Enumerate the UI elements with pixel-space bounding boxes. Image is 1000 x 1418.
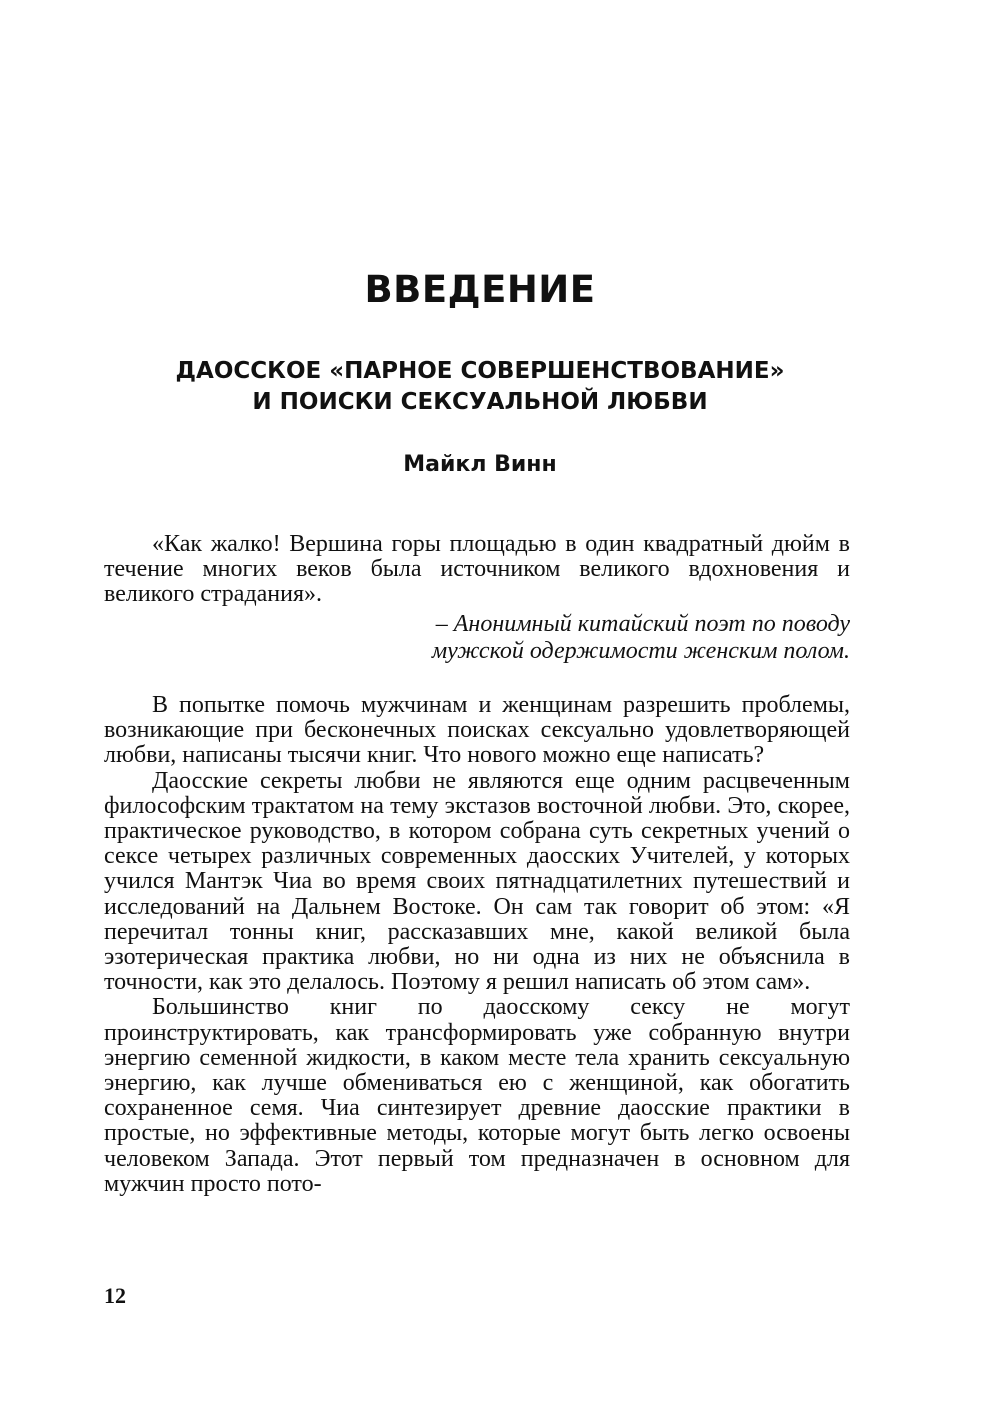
paragraph: В попытке помочь мужчинам и женщинам разрешить проблемы, возникающие при бесконечных поисках сексуально удовлетворяющей любви, написаны тысячи книг. Что нового можно еще написать?: [104, 692, 850, 769]
body-text: [104, 693, 850, 1197]
epigraph-quote: «Как жалко! Вершина горы площадью в один квадратный дюйм в течение многих веков была источником великого вдохновения и великого страдания».: [104, 531, 850, 608]
chapter-subtitle: [0, 356, 960, 418]
epigraph: [104, 532, 850, 608]
subtitle-line-1: ДАОССКОЕ «ПАРНОЕ СОВЕРШЕНСТВОВАНИЕ»: [175, 358, 785, 384]
page-number: 12: [104, 1283, 126, 1308]
paragraph: Большинство книг по даосскому сексу не могут проинструктировать, как трансформировать уже собранную внутри энергию семенной жидкости, в каком месте тела хранить сексуальную энергию, как лучше обмениваться ею с женщиной, как обогатить сохраненное семя. Чиа синтезирует древние даосские практики в простые, но эффективные методы, которые могут быть легко освоены человеком Запада. Этот первый том предназначен в основном для мужчин просто пото-: [104, 994, 850, 1197]
author-name: Майкл Винн: [403, 452, 557, 477]
attribution-line-2: мужской одержимости женским полом.: [431, 638, 850, 664]
attribution-line-1: – Анонимный китайский поэт по поводу: [435, 611, 850, 637]
subtitle-line-2: И ПОИСКИ СЕКСУАЛЬНОЙ ЛЮБВИ: [252, 389, 708, 415]
epigraph-attribution: [104, 611, 850, 665]
chapter-title: ВВЕДЕНИЕ: [364, 268, 596, 311]
paragraph: Даосские секреты любви не являются еще одним расцвеченным философским трактатом на тему экстазов восточной любви. Это, скорее, практическое руководство, в котором собрана суть секретных учений о сексе четырех различных современных даосских Учителей, у которых учился Мантэк Чиа во время своих пятнадцатилетних путешествий и исследований на Дальнем Востоке. Он сам так говорит об этом: «Я перечитал тонны книг, рассказавших мне, какой великой была эзотерическая практика любви, но ни одна из них не объяснила в точности, как это делалось. Поэтому я решил написать об этом сам».: [104, 767, 850, 996]
